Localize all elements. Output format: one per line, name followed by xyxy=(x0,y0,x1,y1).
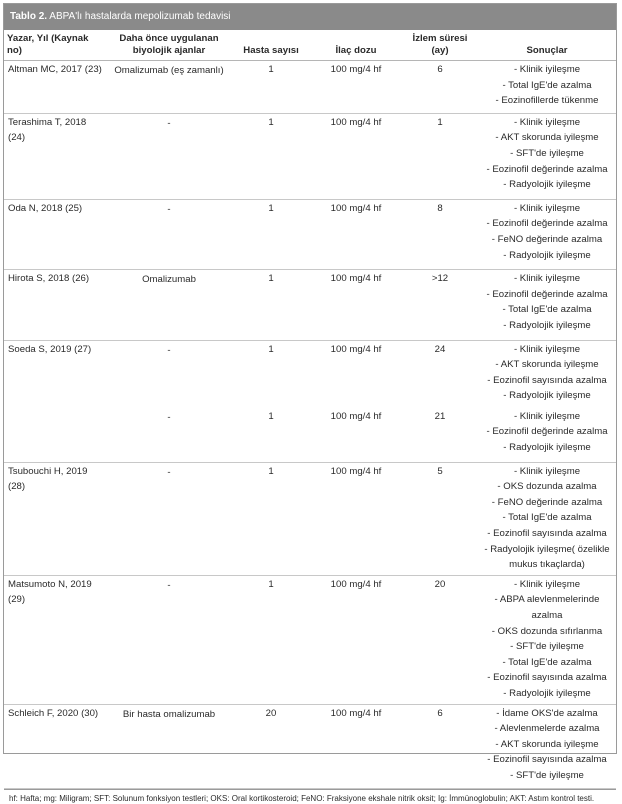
result-line: - İdame OKS'de azalma xyxy=(496,707,598,719)
result-line: - SFT'de iyileşme xyxy=(510,769,584,781)
cell-prior: - xyxy=(106,575,232,704)
cell-prior: Bir hasta omalizumab xyxy=(106,704,232,788)
result-line: - AKT skorunda iyileşme xyxy=(495,132,599,144)
cell-author xyxy=(4,408,106,462)
result-line: - OKS dozunda azalma xyxy=(497,481,597,493)
cell-patients: 1 xyxy=(232,575,310,704)
cell-author: Soeda S, 2019 (27) xyxy=(8,343,92,355)
result-line: - Eozinofil değerinde azalma xyxy=(486,218,608,230)
result-line: - Radyolojik iyileşme xyxy=(503,442,591,454)
cell-patients: 20 xyxy=(232,704,310,788)
cell-dose: 100 mg/4 hf xyxy=(310,408,402,462)
cell-patients: 1 xyxy=(232,199,310,269)
result-line: - ABPA alevlenmelerinde azalma xyxy=(494,594,600,621)
cell-results xyxy=(478,113,616,199)
cell-followup: 6 xyxy=(402,704,478,788)
cell-author: Altman MC, 2017 (23) xyxy=(4,61,106,114)
header-author: Yazar, Yıl (Kaynak no) xyxy=(4,30,106,61)
cell-dose: 100 mg/4 hf xyxy=(310,704,402,788)
table-row xyxy=(4,704,616,788)
result-line: - Radyolojik iyileşme xyxy=(503,319,591,331)
cell-prior: - xyxy=(106,199,232,269)
cell-followup: 6 xyxy=(402,61,478,114)
result-line: - Radyolojik iyileşme xyxy=(503,390,591,402)
result-line: - Total IgE'de azalma xyxy=(502,304,592,316)
table-title xyxy=(4,4,616,30)
cell-results xyxy=(478,575,616,704)
cell-author: Hirota S, 2018 (26) xyxy=(4,270,106,340)
table-frame xyxy=(3,3,617,803)
result-line: - Total IgE'de azalma xyxy=(502,656,592,668)
cell-prior: - xyxy=(106,408,232,462)
result-line: - Eozinofil sayısında azalma xyxy=(487,528,607,540)
cell-results xyxy=(478,61,616,114)
cell-prior: - xyxy=(106,113,232,199)
cell-patients: 1 xyxy=(232,61,310,114)
result-line: - Radyolojik iyileşme( özelikle xyxy=(484,543,610,555)
cell-followup: 21 xyxy=(402,408,478,462)
table-row xyxy=(4,113,616,199)
result-line: - Eozinofil değerinde azalma xyxy=(486,288,608,300)
result-line: - Alevlenmelerde azalma xyxy=(494,723,600,735)
header-results: Sonuçlar xyxy=(478,30,616,61)
cell-patients: 1 xyxy=(232,113,310,199)
table-row xyxy=(4,462,616,575)
cell-patients: 1 xyxy=(232,408,310,462)
cell-prior: - xyxy=(106,462,232,575)
header-row xyxy=(4,30,616,61)
table-row xyxy=(4,270,616,340)
cell-followup: 20 xyxy=(402,575,478,704)
result-line: - Eozinofil sayısında azalma xyxy=(487,754,607,766)
result-line: - Total IgE'de azalma xyxy=(502,79,592,91)
result-line: - Klinik iyileşme xyxy=(513,116,581,128)
result-line: - Klinik iyileşme xyxy=(513,578,581,590)
table-title-prefix: Tablo 2. xyxy=(10,11,48,22)
cell-author: Oda N, 2018 (25) xyxy=(4,199,106,269)
result-line: - AKT skorunda iyileşme xyxy=(495,359,599,371)
result-line: - Klinik iyileşme xyxy=(513,465,581,477)
result-line: - AKT skorunda iyileşme xyxy=(495,738,599,750)
cell-followup: 1 xyxy=(402,113,478,199)
table-row xyxy=(4,61,616,114)
cell-patients: 1 xyxy=(232,270,310,340)
result-line: - Klinik iyileşme xyxy=(513,202,581,214)
table-title-text: ABPA'lı hastalarda mepolizumab tedavisi xyxy=(47,11,231,22)
header-prior: Daha önce uygulanan biyolojik ajanlar xyxy=(106,30,232,61)
footnote: hf: Hafta; mg: Miligram; SFT: Solunum fonksiyon testleri; OKS: Oral kortikosteroid; FeNO: Fraksiyone ekshale nitrik oksit; Ig: İmmünoglobulin; AKT: Astım kontrol testi. xyxy=(4,789,616,804)
cell-prior: Omalizumab (eş zamanlı) xyxy=(106,61,232,114)
result-line: - Klinik iyileşme xyxy=(513,64,581,75)
cell-dose: 100 mg/4 hf xyxy=(330,343,382,355)
result-line: - FeNO değerinde azalma xyxy=(491,233,603,245)
cell-dose: 100 mg/4 hf xyxy=(310,113,402,199)
cell-followup: 5 xyxy=(402,462,478,575)
header-dose: İlaç dozu xyxy=(310,30,402,61)
result-line: - Radyolojik iyileşme xyxy=(503,249,591,261)
result-line: - Radyolojik iyileşme xyxy=(503,179,591,191)
header-followup: İzlem süresi (ay) xyxy=(402,30,478,61)
result-line: - Radyolojik iyileşme xyxy=(503,687,591,699)
cell-followup: 8 xyxy=(402,199,478,269)
header-patients: Hasta sayısı xyxy=(232,30,310,61)
cell-dose: 100 mg/4 hf xyxy=(310,270,402,340)
result-line: - Klinik iyileşme xyxy=(513,343,581,355)
cell-author: Tsubouchi H, 2019 (28) xyxy=(4,462,106,575)
cell-dose: 100 mg/4 hf xyxy=(310,199,402,269)
cell-author: Terashima T, 2018 (24) xyxy=(4,113,106,199)
cell-results xyxy=(478,199,616,269)
result-line: - Klinik iyileşme xyxy=(513,273,581,285)
cell-patients: 1 xyxy=(268,343,274,355)
result-line: - Klinik iyileşme xyxy=(513,410,581,422)
result-line: mukus tıkaçlarda) xyxy=(509,559,585,571)
cell-author: Matsumoto N, 2019 (29) xyxy=(4,575,106,704)
cell-dose: 100 mg/4 hf xyxy=(310,462,402,575)
table-row xyxy=(4,199,616,269)
cell-results xyxy=(478,704,616,788)
cell-author: Schleich F, 2020 (30) xyxy=(4,704,106,788)
cell-patients: 1 xyxy=(232,462,310,575)
result-line: - Eozinofil sayısında azalma xyxy=(487,374,607,386)
cell-results xyxy=(478,340,616,408)
cell-results xyxy=(478,408,616,462)
table-row xyxy=(4,340,616,408)
result-line: - Eozinofil değerinde azalma xyxy=(486,163,608,175)
cell-followup: 24 xyxy=(434,343,446,355)
table-row xyxy=(4,408,616,462)
result-line: - Eozinofil sayısında azalma xyxy=(487,672,607,684)
cell-results xyxy=(478,270,616,340)
result-line: - OKS dozunda sıfırlanma xyxy=(491,625,603,637)
cell-results xyxy=(478,462,616,575)
result-line: - SFT'de iyileşme xyxy=(510,641,584,653)
cell-dose: 100 mg/4 hf xyxy=(310,61,402,114)
cell-prior: Omalizumab xyxy=(106,270,232,340)
result-line: - Eozinofil değerinde azalma xyxy=(486,426,608,438)
cell-followup: >12 xyxy=(402,270,478,340)
result-line: - Total IgE'de azalma xyxy=(502,512,592,524)
table-body xyxy=(4,61,616,789)
result-line: - SFT'de iyileşme xyxy=(510,147,584,159)
data-table xyxy=(4,30,616,789)
cell-dose: 100 mg/4 hf xyxy=(310,575,402,704)
result-line: - Eozinofillerde tükenme xyxy=(495,95,599,107)
cell-prior: - xyxy=(167,344,171,356)
result-line: - FeNO değerinde azalma xyxy=(491,496,603,508)
table-row xyxy=(4,575,616,704)
